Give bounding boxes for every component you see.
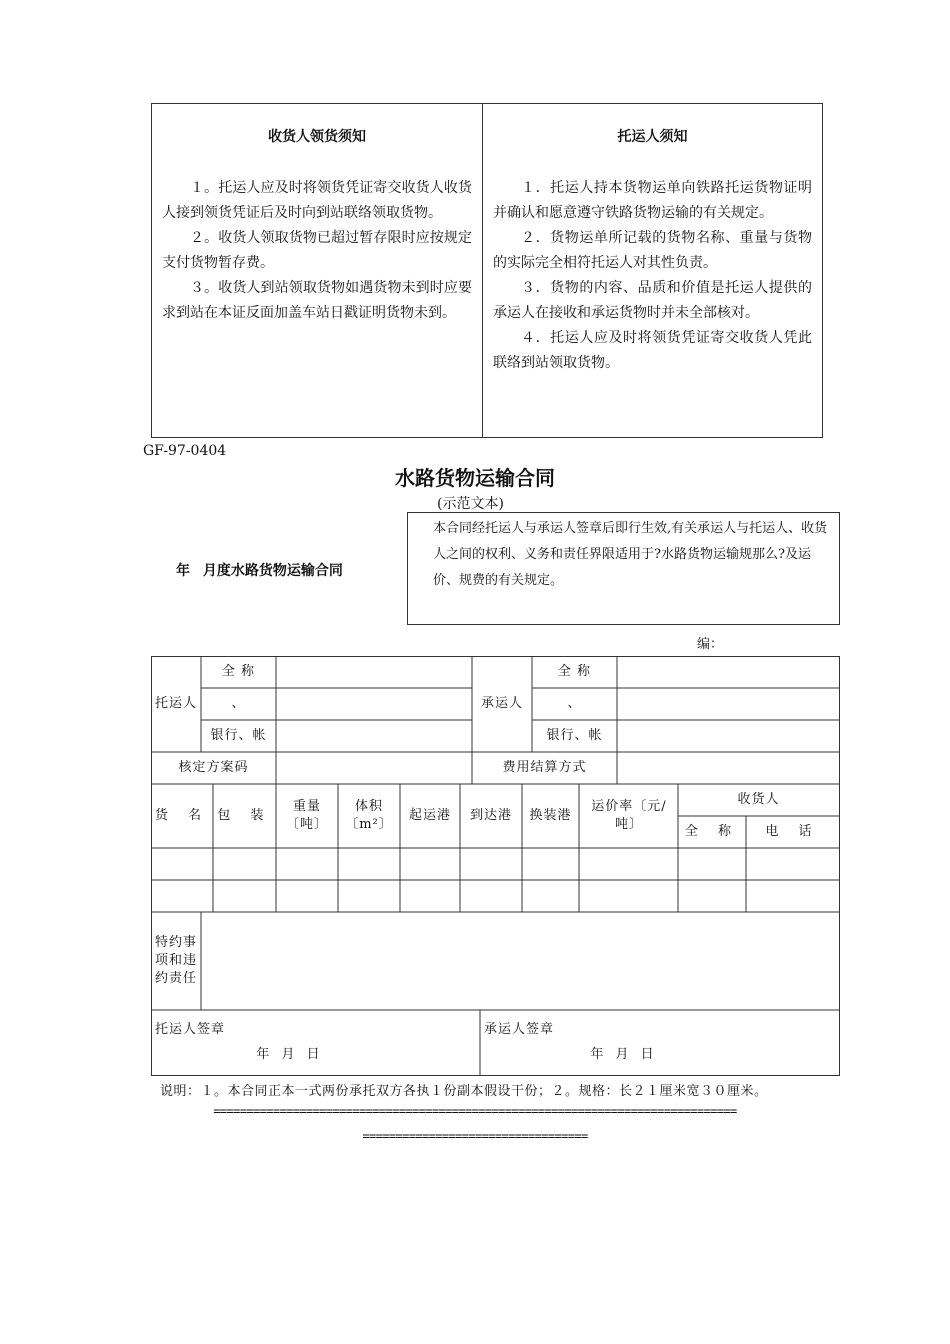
contract-code: GF-97-0404: [143, 443, 227, 459]
carrier-signature-label: 承运人签章: [484, 1022, 555, 1037]
shipper-notice-item: ２．货物运单所记载的货物名称、重量与货物的实际完全相符托运人对其性负责。: [493, 230, 812, 271]
edit-label: 编：: [697, 637, 724, 652]
freight-rate-header: 运价率〔元/吨〕: [591, 799, 667, 832]
consignee-notice-item: １。托运人应及时将领货凭证寄交收货人收货人接到领货凭证后及时向到站联络领取货物。: [162, 180, 472, 221]
consignee-notice: [152, 104, 483, 437]
shipper-signature-date: 年 月 日: [256, 1047, 321, 1062]
transfer-port-header: 换装港: [529, 808, 572, 823]
footnote: 说明：１。本合同正本一式两份承托双方各执１份副本假设干份；２。规格：长２１厘米宽３０厘米。: [160, 1084, 768, 1099]
volume-header: 体积〔m²〕: [345, 799, 393, 832]
consignee-notice-item: ２。收货人领取货物已超过暂存限时应按规定支付货物暂存费。: [162, 230, 472, 271]
carrier-signature-date: 年 月 日: [590, 1047, 655, 1062]
shipper-notice-item: ４．托运人应及时将领货凭证寄交收货人凭此联络到站领取货物。: [493, 330, 812, 371]
carrier-dot-label: 、: [567, 696, 582, 711]
shipper-signature-label: 托运人签章: [155, 1022, 226, 1037]
settlement-label: 费用结算方式: [502, 760, 587, 775]
divider-rule: ===============================================================================: [213, 1104, 737, 1118]
notice-box: [151, 103, 823, 438]
origin-port-header: 起运港: [408, 808, 451, 823]
carrier-full-name-label: 全 称: [557, 664, 592, 679]
consignee-notice-title: 收货人领货须知: [268, 129, 366, 145]
intro-box: 本合同经托运人与承运人签章后即行生效,有关承运人与托运人、收货人之间的权利、义务和责任界限适用于?水路货物运输规那么?及运价、规费的有关规定。: [407, 512, 840, 625]
destination-port-header: 到达港: [469, 808, 512, 823]
goods-name-header: 货 名: [154, 808, 210, 823]
contract-table: [151, 656, 840, 1076]
consignee-phone-header: 电 话: [765, 824, 820, 839]
page-title: 水路货物运输合同: [395, 466, 555, 490]
shipper-notice-item: １．托运人持本货物运单向铁路托运货物证明并确认和愿意遵守铁路货物运输的有关规定。: [493, 180, 812, 221]
packing-header: 包 装: [217, 808, 272, 823]
carrier-bank-label: 银行、帐: [546, 728, 603, 743]
carrier-label: 承运人: [480, 696, 523, 711]
page-subtitle: (示范文本): [437, 496, 504, 512]
shipper-notice-title: 托运人须知: [617, 129, 688, 145]
shipper-dot-label: 、: [231, 696, 246, 711]
shipper-label: 托运人: [154, 696, 197, 711]
plan-code-label: 核定方案码: [178, 760, 249, 775]
consignee-name-header: 全 称: [684, 824, 740, 839]
month-contract-title: 年 月度水路货物运输合同: [176, 563, 343, 579]
shipper-full-name-label: 全 称: [221, 664, 256, 679]
consignee-notice-item: ３。收货人到站领取货物如遇货物未到时应要求到站在本证反面加盖车站日戳证明货物未到。: [162, 280, 472, 321]
shipper-bank-label: 银行、帐: [210, 728, 267, 743]
divider-rule: ==================================: [362, 1129, 588, 1143]
weight-header: 重量〔吨〕: [286, 799, 329, 832]
special-terms-label: 特约事项和违约责任: [154, 935, 197, 986]
shipper-notice-item: ３．货物的内容、品质和价值是托运人提供的承运人在接收和承运货物时并未全部核对。: [493, 280, 812, 321]
consignee-header: 收货人: [737, 792, 780, 807]
shipper-notice: [483, 104, 822, 437]
